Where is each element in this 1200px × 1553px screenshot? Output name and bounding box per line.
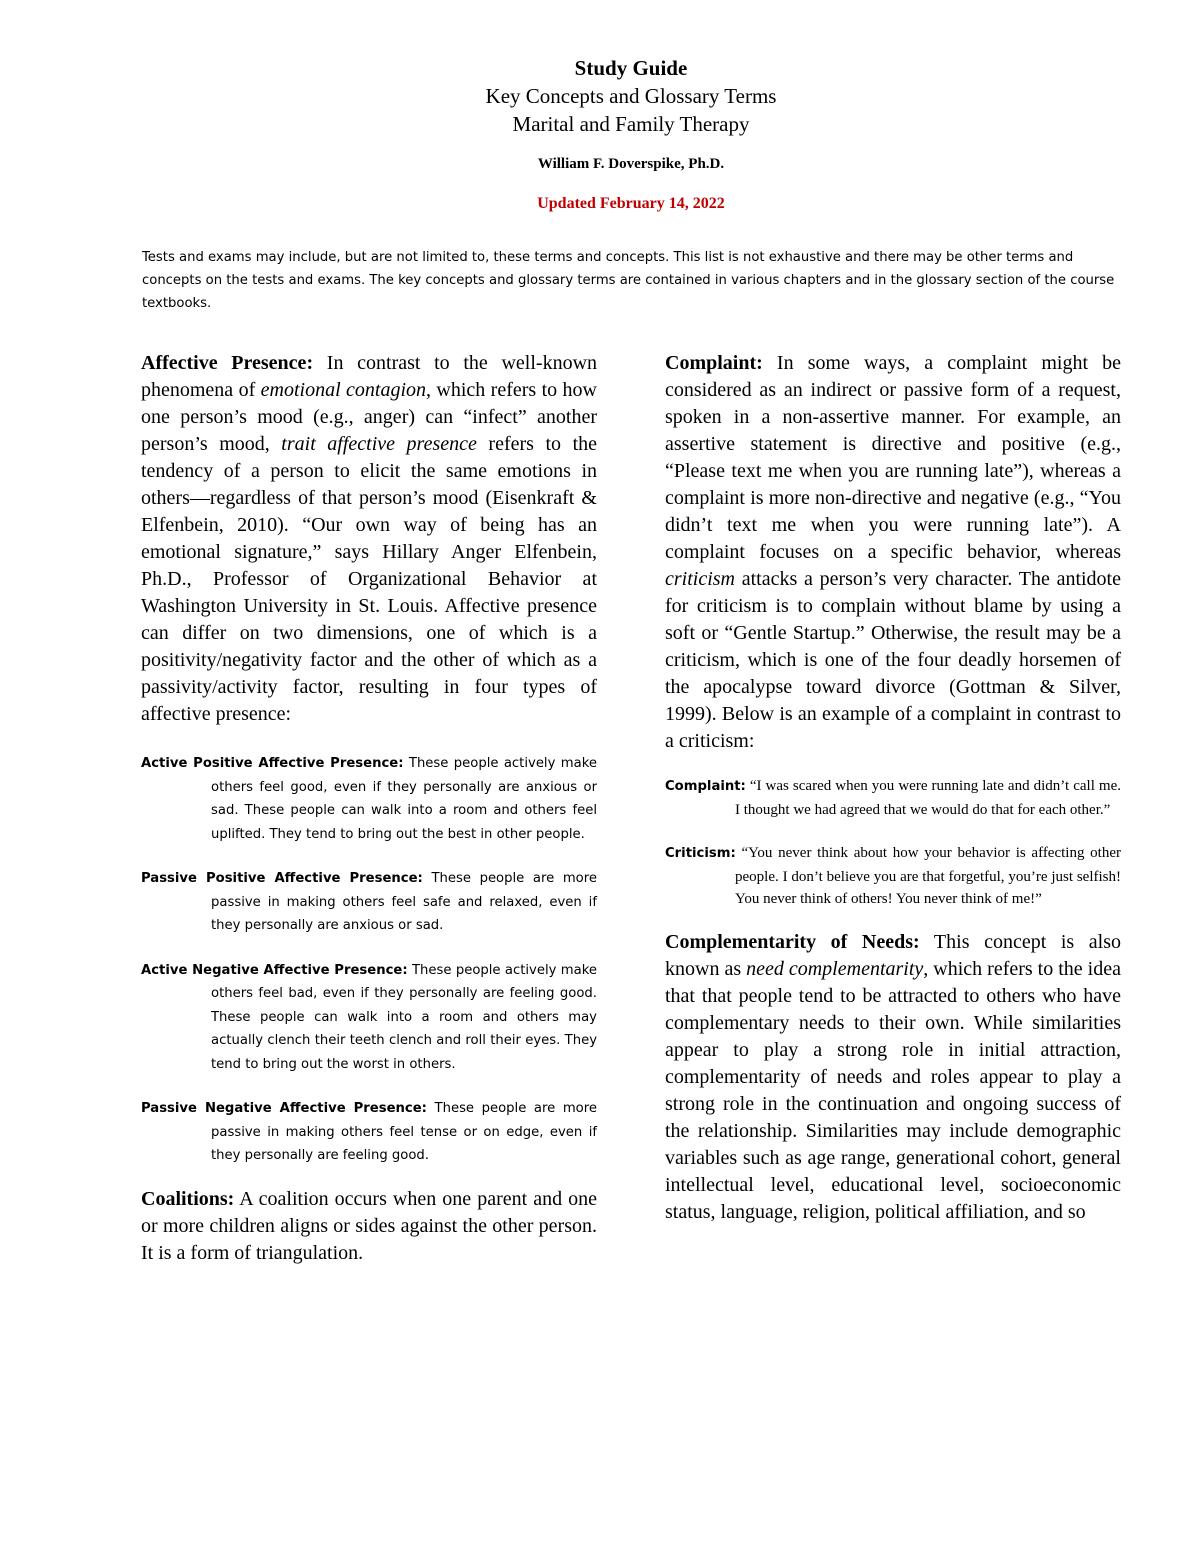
example-criticism (665, 842, 1121, 911)
affective-presence-types (141, 752, 597, 1168)
sub-entry-active-positive (141, 752, 597, 846)
entry-term: Complementarity of Needs: (665, 930, 920, 953)
entry-text: refers to the tendency of a person to elicit the same emotions in others—regardless of that person’s mood (Eisenkraft & Elfenbein, 2010). “Our own way of being has an emotional signature,” says Hillary Anger Elfenbein, Ph.D., Professor of Organizational Behavior at Washington University in St. Louis. Affective presence can differ on two dimensions, one of which is a positivity/negativity factor and the other of which as a passivity/activity factor, resulting in four types of affective presence: (141, 433, 597, 725)
example-text: “You never think about how your behavior is affecting other people. I don’t believe you are that forgetful, you’re just selfish! You never think of others! You never think of me!” (735, 845, 1121, 907)
page-title: Study Guide (574, 56, 688, 80)
sub-entry-text: These people actively make others feel good, even if they personally are anxious or sad. These people can walk into a room and others feel uplifted. They tend to bring out the best in other people. (211, 756, 597, 842)
entry-italic-term: need complementarity (746, 957, 924, 980)
example-text: “I was scared when you were running late and didn’t call me. I thought we had agreed that we would do that for each other.” (735, 778, 1121, 818)
entry-term: Affective Presence: (141, 352, 314, 374)
entry-text: , which refers to how one person’s mood (e.g., anger) can “infect” another person’s mood, (141, 379, 597, 455)
entry-text: In some ways, a complaint might be considered as an indirect or passive form of a request, spoken in a non-assertive manner. For example, an assertive statement is directive and positive (e.g., “Please text me when you are running late”), whereas a complaint is more non-directive and negative (e.g., “You didn’t text me when you were running late”). A complaint focuses on a specific behavior, whereas (665, 352, 1121, 563)
updated-date: Updated February 14, 2022 (537, 195, 725, 212)
sub-entry-text: These people actively make others feel bad, even if they personally are feeling good. These people can walk into a room and others may actually clench their teeth clench and roll their eyes. They tend to bring out the worst in others. (211, 962, 597, 1072)
entry-term: Complaint: (665, 352, 763, 374)
entry-italic-term: trait affective presence (281, 433, 477, 455)
example-term: Criticism: (665, 846, 736, 861)
entry-affective-presence (141, 350, 597, 728)
entry-text: , which refers to the idea that that people tend to be attracted to others who have complementary needs to their own. While similarities appear to play a strong role in initial attraction, complementarity of needs and roles appear to play a strong role in the continuation and ongoing success of the relationship. Similarities may include demographic variables such as age range, generational cohort, general intellectual level, educational level, socioeconomic status, language, religion, political affiliation, and so (665, 957, 1121, 1223)
entry-text: In contrast to the well-known phenomena of (141, 352, 598, 401)
author-name: William F. Doverspike, Ph.D. (537, 156, 725, 172)
sub-entry-term: Active Negative Affective Presence: (141, 962, 408, 978)
entry-complaint (665, 350, 1121, 755)
entry-italic-term: emotional contagion (260, 379, 427, 401)
entry-text: This concept is also known as (665, 930, 1121, 980)
example-term: Complaint: (665, 779, 746, 794)
document-header (140, 54, 1122, 214)
entry-italic-term: criticism (665, 568, 735, 590)
entry-coalitions (141, 1186, 597, 1267)
sub-entry-term: Active Positive Affective Presence: (141, 756, 404, 771)
subtitle-key-concepts: Key Concepts and Glossary Terms (485, 84, 777, 108)
subtitle-course: Marital and Family Therapy (512, 112, 750, 136)
left-column (141, 350, 597, 1267)
entry-text: attacks a person’s very character. The antidote for criticism is to complain without blame by using a soft or “Gentle Startup.” Otherwise, the result may be a criticism, which is one of the four deadly horsemen of the apocalypse toward divorce (Gottman & Silver, 1999). Below is an example of a complaint in contrast to a criticism: (665, 568, 1121, 752)
right-column (665, 350, 1121, 1226)
sub-entry-passive-positive (141, 867, 597, 938)
intro-paragraph: Tests and exams may include, but are not limited to, these terms and concepts. This list is not exhaustive and there may be other terms and concepts on the tests and exams. The key concepts and glossary terms are contained in various chapters and in the glossary section of the course textbooks. (142, 250, 1115, 311)
entry-text: A coalition occurs when one parent and one or more children aligns or sides against the other person. It is a form of triangulation. (141, 1187, 597, 1264)
entry-complementarity-of-needs (665, 929, 1121, 1226)
entry-term: Coalitions: (141, 1187, 235, 1210)
sub-entry-text: These people are more passive in making others feel tense or on edge, even if they personally are feeling good. (211, 1101, 597, 1163)
sub-entry-text: These people are more passive in making others feel safe and relaxed, even if they personally are anxious or sad. (211, 871, 597, 933)
complaint-examples (665, 775, 1121, 911)
sub-entry-passive-negative (141, 1097, 597, 1168)
example-complaint (665, 775, 1121, 821)
sub-entry-term: Passive Positive Affective Presence: (141, 871, 423, 886)
sub-entry-term: Passive Negative Affective Presence: (141, 1101, 427, 1116)
sub-entry-active-negative (141, 959, 597, 1077)
